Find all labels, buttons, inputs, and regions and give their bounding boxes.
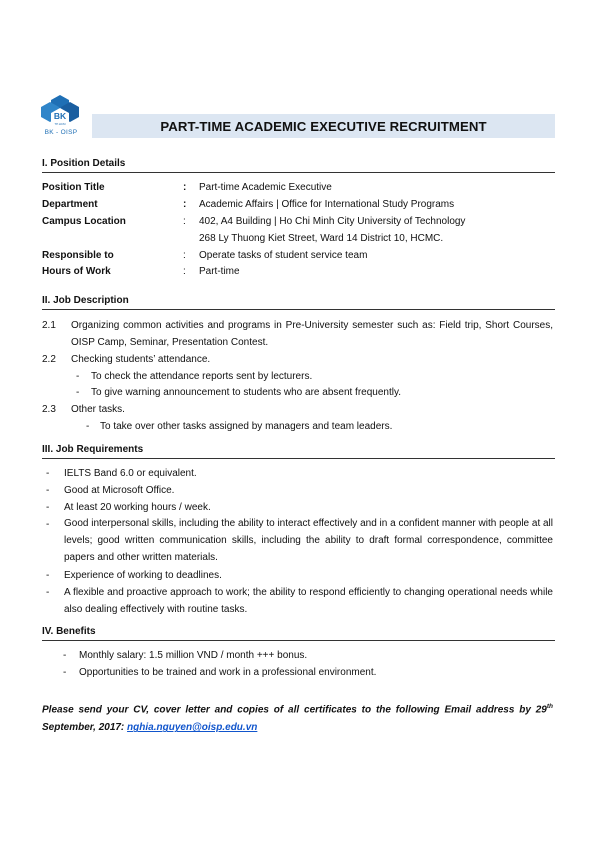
- row-label: Hours of Work: [42, 266, 111, 277]
- requirement-item: IELTS Band 6.0 or equivalent.: [64, 468, 197, 479]
- row-value: Operate tasks of student service team: [199, 250, 368, 261]
- closing-superscript: th: [546, 703, 553, 710]
- requirement-item: Good at Microsoft Office.: [64, 485, 175, 496]
- email-link[interactable]: nghia.nguyen@oisp.edu.vn: [127, 722, 258, 734]
- section-benefits-heading: IV. Benefits: [42, 626, 555, 641]
- title-bar: [92, 114, 555, 138]
- section-job-description-heading: II. Job Description: [42, 295, 555, 310]
- requirement-dash: -: [46, 570, 50, 581]
- row-colon: :: [183, 199, 187, 210]
- row-value: Academic Affairs | Office for International Study Programs: [199, 199, 455, 210]
- requirement-item: Experience of working to deadlines.: [64, 570, 222, 581]
- row-colon: :: [183, 216, 186, 227]
- row-label: Department: [42, 199, 98, 210]
- sub-item-dash: -: [76, 371, 80, 382]
- row-label: Campus Location: [42, 216, 126, 227]
- row-colon: :: [183, 266, 186, 277]
- row-label: Position Title: [42, 182, 105, 193]
- requirement-item: At least 20 working hours / week.: [64, 502, 211, 513]
- benefit-dash: -: [63, 650, 67, 661]
- job-description-item: Other tasks.: [71, 404, 125, 415]
- benefit-item: Monthly salary: 1.5 million VND / month +++ bonus.: [79, 650, 308, 661]
- logo-mark: BK: [53, 111, 67, 121]
- job-description-sub-item: To take over other tasks assigned by managers and team leaders.: [100, 421, 393, 432]
- page-title: PART-TIME ACADEMIC EXECUTIVE RECRUITMENT: [160, 118, 487, 134]
- requirement-item: Good interpersonal skills, including the ability to interact effectively and in a confident manner with people at all levels; good written communication skills, including the ability to draft formal correspondence, committee papers and other written materials.: [64, 518, 553, 563]
- requirement-item: A flexible and proactive approach to work; the ability to respond efficiently to changing operational needs while also dealing effectively with routine tasks.: [64, 587, 553, 615]
- row-colon: :: [183, 250, 186, 261]
- row-value: 268 Ly Thuong Kiet Street, Ward 14 District 10, HCMC.: [199, 233, 444, 244]
- section-job-requirements-heading: III. Job Requirements: [42, 444, 555, 459]
- job-description-item: Organizing common activities and programs in Pre-University semester such as: Field trip, Short Courses, OISP Camp, Seminar, Presentation Contest.: [71, 320, 553, 348]
- benefit-dash: -: [63, 667, 67, 678]
- row-label: Responsible to: [42, 250, 114, 261]
- item-number: 2.2: [42, 354, 56, 365]
- row-value: Part-time: [199, 266, 240, 277]
- item-number: 2.3: [42, 404, 56, 415]
- job-description-item: Checking students’ attendance.: [71, 354, 211, 365]
- row-colon: :: [183, 182, 187, 193]
- logo-label: BK - OISP: [44, 129, 78, 136]
- requirement-dash: -: [46, 468, 50, 479]
- sub-item-dash: -: [86, 421, 90, 432]
- closing-text-date: September, 2017:: [42, 722, 128, 734]
- requirement-dash: -: [46, 519, 50, 530]
- row-value: 402, A4 Building | Ho Chi Minh City University of Technology: [199, 216, 466, 227]
- requirement-dash: -: [46, 485, 50, 496]
- closing-instruction: [42, 698, 553, 737]
- sub-item-dash: -: [76, 387, 80, 398]
- section-position-details-heading: I. Position Details: [42, 158, 555, 173]
- row-value: Part-time Academic Executive: [199, 182, 332, 193]
- logo-sub: TP.HCM: [54, 122, 66, 126]
- requirement-dash: -: [46, 587, 50, 598]
- item-number: 2.1: [42, 320, 56, 331]
- job-description-sub-item: To give warning announcement to students who are absent frequently.: [91, 387, 402, 398]
- requirement-dash: -: [46, 502, 50, 513]
- benefit-item: Opportunities to be trained and work in a professional environment.: [79, 667, 377, 678]
- closing-text: Please send your CV, cover letter and copies of all certificates to the following Email address by 29: [42, 704, 547, 716]
- job-description-sub-item: To check the attendance reports sent by lecturers.: [91, 371, 313, 382]
